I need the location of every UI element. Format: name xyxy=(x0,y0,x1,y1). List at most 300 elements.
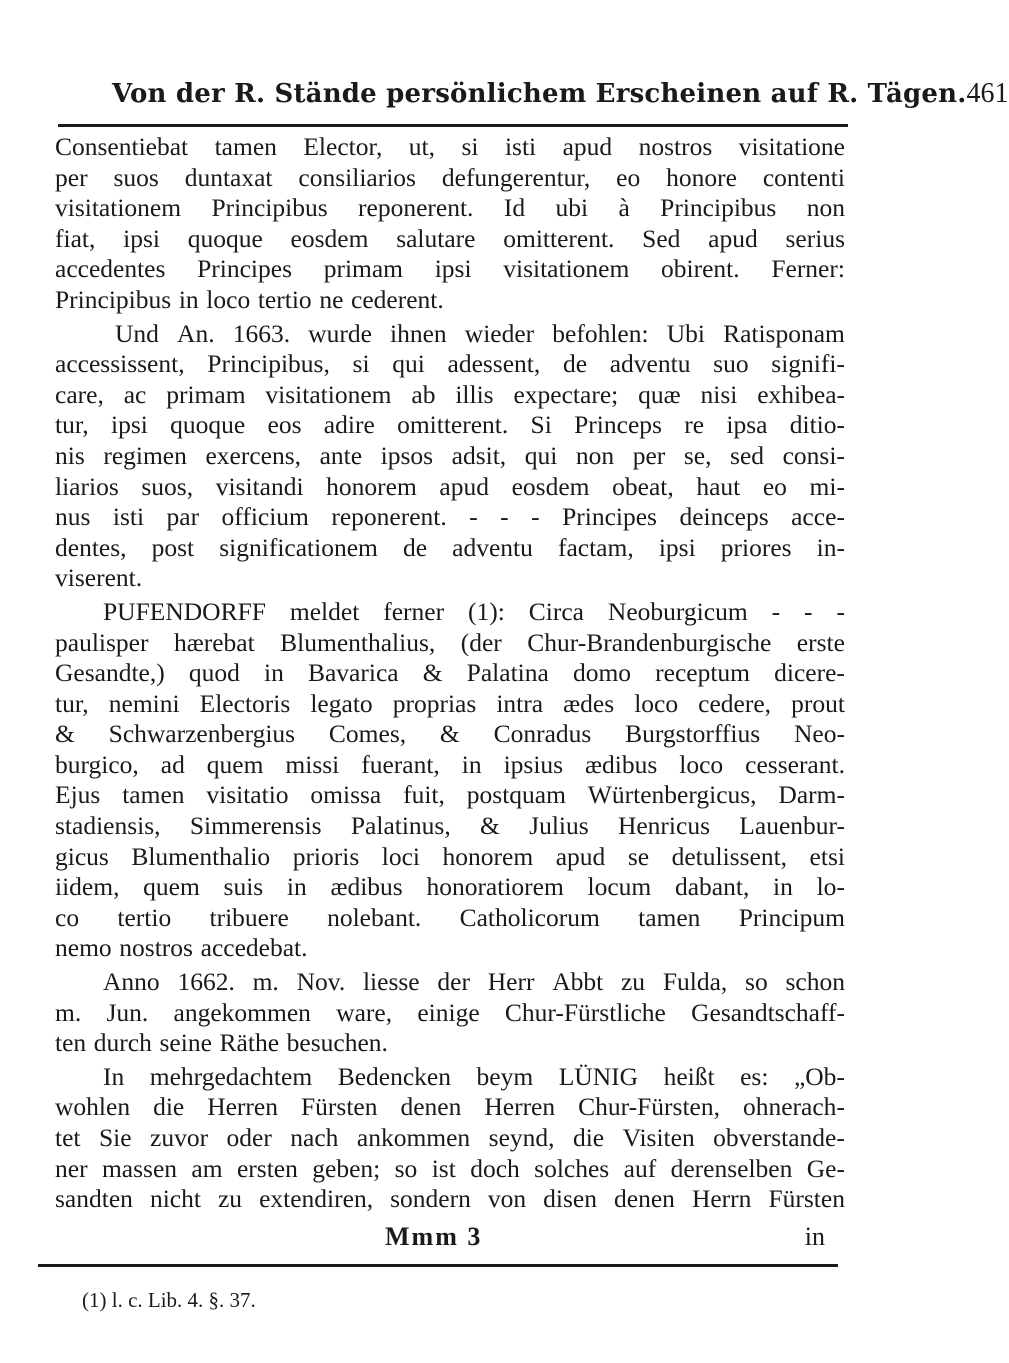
word: in xyxy=(773,872,793,902)
word: ohnerach- xyxy=(742,1092,845,1122)
word: fiat, xyxy=(55,223,96,253)
word: ad xyxy=(160,749,185,779)
word: Darm- xyxy=(778,780,845,810)
word: Palatina xyxy=(466,658,549,688)
text-line xyxy=(55,502,845,533)
word: burgico, xyxy=(55,749,139,779)
word: Electoris xyxy=(199,688,291,718)
word: primam xyxy=(166,379,246,409)
word: si xyxy=(352,349,370,379)
word: sed xyxy=(730,440,765,470)
text-line xyxy=(55,441,845,472)
text-line xyxy=(55,254,845,285)
word: omitterent. xyxy=(397,410,509,440)
word: hærebat xyxy=(173,627,255,657)
word: accedebat. xyxy=(200,933,308,963)
word: liesse xyxy=(362,967,420,997)
word: Neoburgicum xyxy=(607,596,748,626)
word: Principibus xyxy=(660,193,777,223)
word: gicus xyxy=(55,841,109,871)
word: omissa xyxy=(310,780,382,810)
footnote-rule xyxy=(38,1264,838,1267)
word: visitatio xyxy=(206,780,289,810)
word: Blumenthalio xyxy=(131,841,271,871)
word: mehrgedachtem xyxy=(149,1061,313,1091)
body-text xyxy=(55,132,845,1215)
word: viserent. xyxy=(55,563,143,593)
word: An. xyxy=(177,318,215,348)
word: care, xyxy=(55,379,104,409)
word: so xyxy=(394,1153,418,1183)
word: zuvor xyxy=(150,1123,209,1152)
word: doch xyxy=(470,1153,520,1183)
word: ferner xyxy=(383,596,445,626)
word: Blumenthalius, xyxy=(280,627,436,657)
word: visitationem xyxy=(265,379,392,409)
word: Ejus xyxy=(55,780,101,810)
word: prout xyxy=(791,688,845,718)
word: dentes, xyxy=(55,532,127,562)
word: Fulda, xyxy=(662,967,728,997)
word: apud xyxy=(708,223,758,253)
word: post xyxy=(151,532,195,562)
word: PUFENDORFF xyxy=(103,596,266,626)
word: Principes xyxy=(562,502,657,532)
word: denen xyxy=(400,1092,462,1122)
word: tertio xyxy=(117,902,172,932)
word: In xyxy=(103,1061,125,1091)
word: ihnen xyxy=(390,318,447,348)
word: quem xyxy=(143,872,200,902)
word: nolebant. xyxy=(327,902,422,932)
word: ipsi xyxy=(110,410,148,440)
word: LÜNIG xyxy=(558,1061,639,1091)
word: ubi xyxy=(555,193,589,223)
word: tertio xyxy=(257,284,312,314)
word: tamen xyxy=(638,902,701,932)
word: ipsos xyxy=(380,440,434,470)
word: Räthe xyxy=(219,1028,280,1058)
word: primam xyxy=(323,254,404,284)
word: Principum xyxy=(738,902,845,932)
word: ankommen xyxy=(356,1123,471,1152)
text-line xyxy=(55,689,845,720)
word: es: xyxy=(740,1061,769,1091)
text-line xyxy=(55,224,845,255)
word: non xyxy=(806,193,845,223)
word: ipsi xyxy=(658,532,696,562)
word: suos, xyxy=(141,471,194,501)
word: quod xyxy=(188,658,240,688)
word: nostros xyxy=(119,933,193,963)
word: Abbt xyxy=(552,967,604,997)
word: & xyxy=(439,719,460,749)
word: iidem, xyxy=(55,872,120,902)
word: Julius xyxy=(529,811,589,841)
word: zu xyxy=(217,1184,243,1214)
word: tamen xyxy=(214,132,277,161)
word: acce- xyxy=(791,502,845,532)
word: intra xyxy=(496,688,544,718)
word: visitandi xyxy=(215,471,304,501)
word: & xyxy=(55,719,75,749)
word: derenselben xyxy=(670,1153,793,1183)
word: befohlen: xyxy=(552,318,649,348)
word: tamen xyxy=(122,780,185,810)
word: seynd, xyxy=(488,1123,555,1152)
word: consi- xyxy=(782,440,845,470)
text-line xyxy=(55,1123,845,1154)
text-line xyxy=(55,842,845,873)
word: Herren xyxy=(484,1092,556,1122)
word: ædibus xyxy=(585,749,658,779)
word: accessissent, xyxy=(55,349,185,379)
word: Lauenbur- xyxy=(739,811,845,841)
word: Chur-Brandenburgische xyxy=(527,627,772,657)
text-line xyxy=(55,349,845,380)
word: loco xyxy=(206,284,251,314)
word: adventu xyxy=(609,349,691,379)
word: Jun. xyxy=(106,997,149,1027)
word: Id xyxy=(503,193,526,223)
word: contenti xyxy=(762,162,845,192)
word: isti xyxy=(504,132,537,161)
word: ipsius xyxy=(503,749,564,779)
word: apud xyxy=(439,471,489,501)
word: „Ob- xyxy=(793,1061,845,1091)
word: loco xyxy=(634,688,679,718)
word: visitationem xyxy=(55,193,182,223)
word: - xyxy=(500,502,509,532)
word: heißt xyxy=(663,1061,715,1091)
word: suo xyxy=(713,349,749,379)
text-line xyxy=(55,933,845,964)
word: Catholicorum xyxy=(459,902,600,932)
word: exercens, xyxy=(205,440,302,470)
word: detulissent, xyxy=(671,841,788,871)
word: Fürsten xyxy=(768,1184,845,1214)
text-line xyxy=(55,1062,845,1093)
word: in xyxy=(286,872,307,902)
text-line xyxy=(55,1154,845,1185)
word: Conradus xyxy=(493,719,592,749)
word: adventu xyxy=(452,532,533,562)
text-line xyxy=(55,780,845,811)
word: suis xyxy=(223,872,264,902)
word: Bedencken xyxy=(337,1061,451,1091)
word: accedentes xyxy=(55,254,166,284)
word: so xyxy=(745,967,768,997)
word: eos xyxy=(267,410,302,440)
word: nisi xyxy=(700,379,738,409)
word: ab xyxy=(411,379,436,409)
word: missi xyxy=(285,749,340,779)
word: Schwarzenbergius xyxy=(108,719,296,749)
word: etsi xyxy=(809,841,845,871)
word: ne xyxy=(319,284,344,314)
word: disen xyxy=(543,1184,597,1214)
text-line xyxy=(55,719,845,750)
text-line xyxy=(55,472,845,503)
word: paulisper xyxy=(55,627,149,657)
word: illis xyxy=(455,379,494,409)
word: Circa xyxy=(528,596,584,626)
word: se xyxy=(627,841,650,871)
word: ædes xyxy=(563,688,615,718)
word: die xyxy=(153,1092,185,1122)
header-rule xyxy=(58,124,848,127)
word: qui xyxy=(524,440,558,470)
text-line xyxy=(55,193,845,224)
word: erste xyxy=(796,627,845,657)
word: ersten xyxy=(236,1153,298,1183)
word: m. xyxy=(55,997,82,1027)
word: - xyxy=(804,596,813,626)
word: loci xyxy=(381,841,421,871)
text-line xyxy=(55,163,845,194)
word: significationem xyxy=(219,532,378,562)
text-line xyxy=(55,628,845,659)
word: eosdem xyxy=(511,471,590,501)
word: Herren xyxy=(207,1092,278,1122)
word: am xyxy=(191,1153,223,1183)
word: solches xyxy=(534,1153,610,1183)
word: ipsi xyxy=(434,254,472,284)
word: (1): xyxy=(468,596,505,626)
word: einige xyxy=(417,997,480,1027)
word: obirent. xyxy=(661,254,740,284)
word: denen xyxy=(614,1184,675,1214)
word: von xyxy=(487,1184,527,1214)
word: beym xyxy=(476,1061,534,1091)
word: ante xyxy=(319,440,363,470)
word: nemo xyxy=(55,933,112,963)
text-line xyxy=(55,319,845,350)
word: per xyxy=(632,440,666,470)
word: besuchen. xyxy=(286,1028,388,1058)
word: lo- xyxy=(816,872,845,902)
word: Elector, xyxy=(303,132,383,161)
text-line xyxy=(55,811,845,842)
word: cesserant. xyxy=(745,749,845,779)
word: honoratiorem xyxy=(426,872,564,902)
text-line xyxy=(55,132,845,163)
word: - xyxy=(836,596,845,626)
text-line xyxy=(55,872,845,903)
word: expectare; xyxy=(513,379,619,409)
word: reponerent. xyxy=(358,193,474,223)
word: se, xyxy=(683,440,712,470)
word: in xyxy=(461,749,482,779)
word: Anno xyxy=(103,967,160,997)
word: Chur-Fürstliche xyxy=(504,997,666,1027)
word: per xyxy=(55,162,88,192)
word: Und xyxy=(115,318,159,348)
word: Bavarica xyxy=(307,658,399,688)
word: honore xyxy=(666,162,737,192)
word: zu xyxy=(620,967,646,997)
signature-line xyxy=(55,1222,825,1256)
word: quæ xyxy=(638,379,681,409)
word: adire xyxy=(323,410,375,440)
word: - xyxy=(469,502,478,532)
word: prioris xyxy=(292,841,360,871)
word: in xyxy=(178,284,199,314)
word: regimen xyxy=(103,440,187,470)
word: sondern xyxy=(390,1184,471,1214)
word: tribuere xyxy=(209,902,289,932)
word: loco xyxy=(679,749,724,779)
word: ipsa xyxy=(726,410,768,440)
word: - xyxy=(531,502,540,532)
word: cederent. xyxy=(351,284,444,314)
word: visitationem xyxy=(503,254,630,284)
footnote: (1) l. c. Lib. 4. §. 37. xyxy=(82,1288,256,1312)
word: nus xyxy=(55,502,91,532)
text-line xyxy=(55,658,845,689)
word: Ferner: xyxy=(771,254,845,284)
word: nach xyxy=(290,1123,339,1152)
word: Burgstorffius xyxy=(625,719,761,749)
word: wohlen xyxy=(55,1092,131,1122)
word: Herrn xyxy=(691,1184,752,1214)
word: omitterent. xyxy=(503,223,615,253)
word: (der xyxy=(460,627,502,657)
word: Henricus xyxy=(617,811,711,841)
word: Principibus xyxy=(211,193,328,223)
word: wieder xyxy=(464,318,535,348)
word: de xyxy=(402,532,428,562)
word: de xyxy=(562,349,588,379)
word: Sie xyxy=(98,1123,132,1152)
text-line xyxy=(55,750,845,781)
word: Si xyxy=(530,410,552,440)
word: ac xyxy=(123,379,147,409)
catchword: in xyxy=(804,1222,825,1251)
word: fuit, xyxy=(403,780,445,810)
word: locum xyxy=(587,872,652,902)
word: 1662. xyxy=(177,967,235,997)
word: priores xyxy=(720,532,792,562)
word: domo xyxy=(572,658,632,688)
word: ner xyxy=(55,1153,88,1183)
word: ædibus xyxy=(330,872,403,902)
word: durch xyxy=(93,1028,152,1058)
word: ipsi xyxy=(123,223,160,253)
word: proprias xyxy=(392,688,477,718)
word: deinceps xyxy=(679,502,769,532)
word: honorem xyxy=(326,471,417,501)
text-line xyxy=(55,967,845,998)
word: meldet xyxy=(289,596,360,626)
word: liarios xyxy=(55,471,119,501)
word: extendiren, xyxy=(259,1184,374,1214)
word: honorem xyxy=(442,841,534,871)
word: tet xyxy=(55,1123,81,1152)
word: si xyxy=(461,132,479,161)
word: adsit, xyxy=(451,440,507,470)
word: non xyxy=(575,440,615,470)
word: Würtenbergicus, xyxy=(587,780,757,810)
word: isti xyxy=(112,502,145,532)
word: tur, xyxy=(55,688,89,718)
text-line xyxy=(55,380,845,411)
word: quem xyxy=(206,749,264,779)
text-line xyxy=(55,563,845,594)
page-header xyxy=(112,78,1009,118)
signature-mark: Mmm 3 xyxy=(385,1222,483,1251)
word: officium xyxy=(221,502,309,532)
word: postquam xyxy=(466,780,566,810)
word: oder xyxy=(226,1123,272,1152)
word: massen xyxy=(101,1153,178,1183)
word: factam, xyxy=(557,532,634,562)
word: ten xyxy=(55,1028,87,1058)
word: Nov. xyxy=(296,967,346,997)
word: quoque xyxy=(187,223,263,253)
word: ditio- xyxy=(789,410,845,440)
word: wurde xyxy=(308,318,372,348)
word: & xyxy=(480,811,500,841)
word: co xyxy=(55,902,80,932)
text-line xyxy=(55,1092,845,1123)
text-line xyxy=(55,1184,845,1215)
word: geben; xyxy=(312,1153,381,1183)
word: duntaxat xyxy=(184,162,273,192)
word: quoque xyxy=(170,410,246,440)
word: Princeps xyxy=(574,410,662,440)
word: Palatinus, xyxy=(350,811,451,841)
text-line xyxy=(55,410,845,441)
word: ut, xyxy=(408,132,436,161)
word: defungerentur, xyxy=(441,162,591,192)
word: Fürsten xyxy=(300,1092,378,1122)
word: qui xyxy=(392,349,425,379)
word: apud xyxy=(562,132,613,161)
word: serius xyxy=(785,223,845,253)
word: reponerent. xyxy=(331,502,447,532)
word: in xyxy=(264,658,284,688)
word: nostros xyxy=(638,132,713,161)
word: obverstande- xyxy=(713,1123,845,1152)
text-line xyxy=(55,597,845,628)
word: & xyxy=(422,658,443,688)
word: in- xyxy=(816,532,845,562)
word: apud xyxy=(555,841,606,871)
word: auf xyxy=(623,1153,657,1183)
word: signifi- xyxy=(771,349,845,379)
word: Visiten xyxy=(622,1123,695,1152)
word: der xyxy=(437,967,470,997)
word: Herr xyxy=(487,967,535,997)
word: eo xyxy=(762,471,787,501)
word: receptum xyxy=(655,658,751,688)
text-line xyxy=(55,998,845,1029)
page-number: 461 xyxy=(966,78,1009,109)
word: Ubi xyxy=(666,318,705,348)
word: obeat, xyxy=(612,471,674,501)
word: Gesandtschaff- xyxy=(691,997,845,1027)
word: ware, xyxy=(336,997,393,1027)
word: angekommen xyxy=(173,997,311,1027)
text-line xyxy=(55,533,845,564)
word: Neo- xyxy=(793,719,845,749)
word: dabant, xyxy=(674,872,750,902)
word: nis xyxy=(55,440,85,470)
word: die xyxy=(572,1123,605,1152)
word: Chur-Fürsten, xyxy=(578,1092,720,1122)
word: Ratisponam xyxy=(723,318,845,348)
